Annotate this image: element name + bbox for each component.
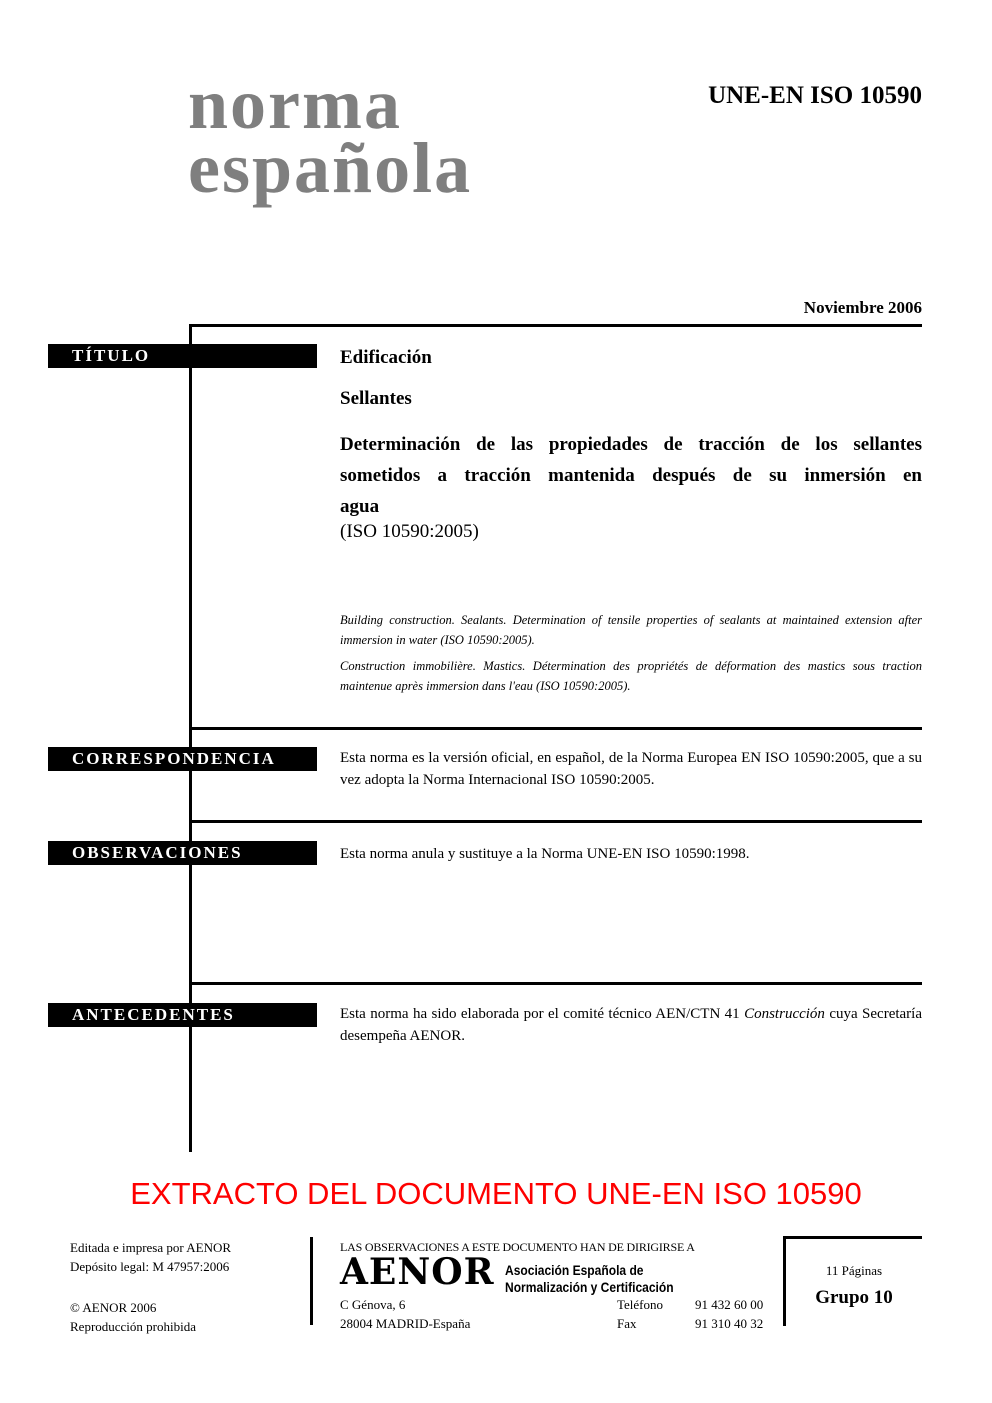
footer-divider bbox=[310, 1237, 313, 1325]
footer-notice: LAS OBSERVACIONES A ESTE DOCUMENTO HAN DE DIRIGIRSE A bbox=[340, 1240, 695, 1254]
footer-address-line2: 28004 MADRID-España bbox=[340, 1316, 471, 1331]
correspondencia-text: Esta norma es la versión oficial, en español, de la Norma Europea EN ISO 10590:2005, que a su vez adopta la Norma Internacional ISO 10590:2005. bbox=[340, 750, 922, 788]
footer-fax-row bbox=[617, 1314, 763, 1333]
group-number: Grupo 10 bbox=[815, 1287, 893, 1308]
phone-label: Teléfono bbox=[617, 1297, 664, 1312]
footer-address-block bbox=[340, 1295, 470, 1333]
footer-copyright-block bbox=[70, 1298, 196, 1336]
title-subject: Edificación bbox=[340, 347, 432, 368]
antecedentes-text-italic: Construcción bbox=[744, 1006, 825, 1022]
horizontal-rule-correspondencia bbox=[189, 727, 922, 730]
footer-edited-line1: Editada e impresa por AENOR bbox=[70, 1240, 232, 1255]
logo-line-2: española bbox=[188, 128, 473, 208]
document-code: UNE-EN ISO 10590 bbox=[708, 82, 922, 109]
fax-value: 91 310 40 32 bbox=[695, 1316, 764, 1331]
footer-phones-block bbox=[617, 1295, 763, 1333]
footer-edited-block bbox=[70, 1238, 231, 1276]
section-label-antecedentes: ANTECEDENTES bbox=[48, 1003, 317, 1027]
antecedentes-text bbox=[340, 1003, 922, 1047]
footer-phone-row bbox=[617, 1295, 763, 1314]
aenor-tagline-line1: Asociación Española de bbox=[505, 1262, 644, 1278]
antecedentes-text-before: Esta norma ha sido elaborada por el comité técnico AEN/CTN 41 bbox=[340, 1006, 745, 1022]
pages-box-left-border bbox=[783, 1236, 786, 1326]
section-label-observaciones: OBSERVACIONES bbox=[48, 841, 317, 865]
antecedentes-text-after: cuya Secretaría desempeña AENOR. bbox=[340, 1006, 923, 1044]
section-label-titulo: TÍTULO bbox=[48, 344, 317, 368]
pages-box-top-border bbox=[783, 1236, 922, 1239]
fax-label: Fax bbox=[617, 1316, 637, 1331]
observaciones-text: Esta norma anula y sustituye a la Norma UNE-EN ISO 10590:1998. bbox=[340, 846, 750, 862]
footer-edited-line2: Depósito legal: M 47957:2006 bbox=[70, 1259, 230, 1274]
footer-copyright-line1: © AENOR 2006 bbox=[70, 1300, 157, 1315]
footer-address-line1: C Génova, 6 bbox=[340, 1297, 406, 1312]
logo-line-1: norma bbox=[188, 64, 402, 144]
iso-reference: (ISO 10590:2005) bbox=[340, 521, 479, 542]
title-product: Sellantes bbox=[340, 388, 412, 409]
aenor-tagline bbox=[505, 1262, 674, 1296]
phone-value: 91 432 60 00 bbox=[695, 1297, 764, 1312]
section-label-correspondencia: CORRESPONDENCIA bbox=[48, 747, 317, 771]
norma-espanola-logo bbox=[188, 64, 473, 208]
title-english: Building construction. Sealants. Determination of tensile properties of sealants at maintained extension after immersion in water (ISO 10590:2005). bbox=[340, 613, 922, 647]
vertical-rule bbox=[189, 324, 192, 1152]
horizontal-rule-antecedentes bbox=[189, 982, 922, 985]
footer-copyright-line2: Reproducción prohibida bbox=[70, 1319, 196, 1334]
title-paragraph: Determinación de las propiedades de tracción de los sellantes sometidos a tracción mantenida después de su inmersión en agua bbox=[340, 434, 922, 517]
horizontal-rule-titulo bbox=[189, 324, 922, 327]
extract-banner: EXTRACTO DEL DOCUMENTO UNE-EN ISO 10590 bbox=[130, 1176, 862, 1211]
publication-date: Noviembre 2006 bbox=[803, 298, 922, 317]
horizontal-rule-observaciones bbox=[189, 820, 922, 823]
title-french: Construction immobilière. Mastics. Détermination des propriétés de déformation des mastics sous traction maintenue après immersion dans l'eau (ISO 10590:2005). bbox=[340, 659, 922, 693]
aenor-logo: AENOR bbox=[340, 1251, 495, 1293]
aenor-tagline-line2: Normalización y Certificación bbox=[505, 1279, 674, 1295]
page-count: 11 Páginas bbox=[825, 1263, 883, 1278]
